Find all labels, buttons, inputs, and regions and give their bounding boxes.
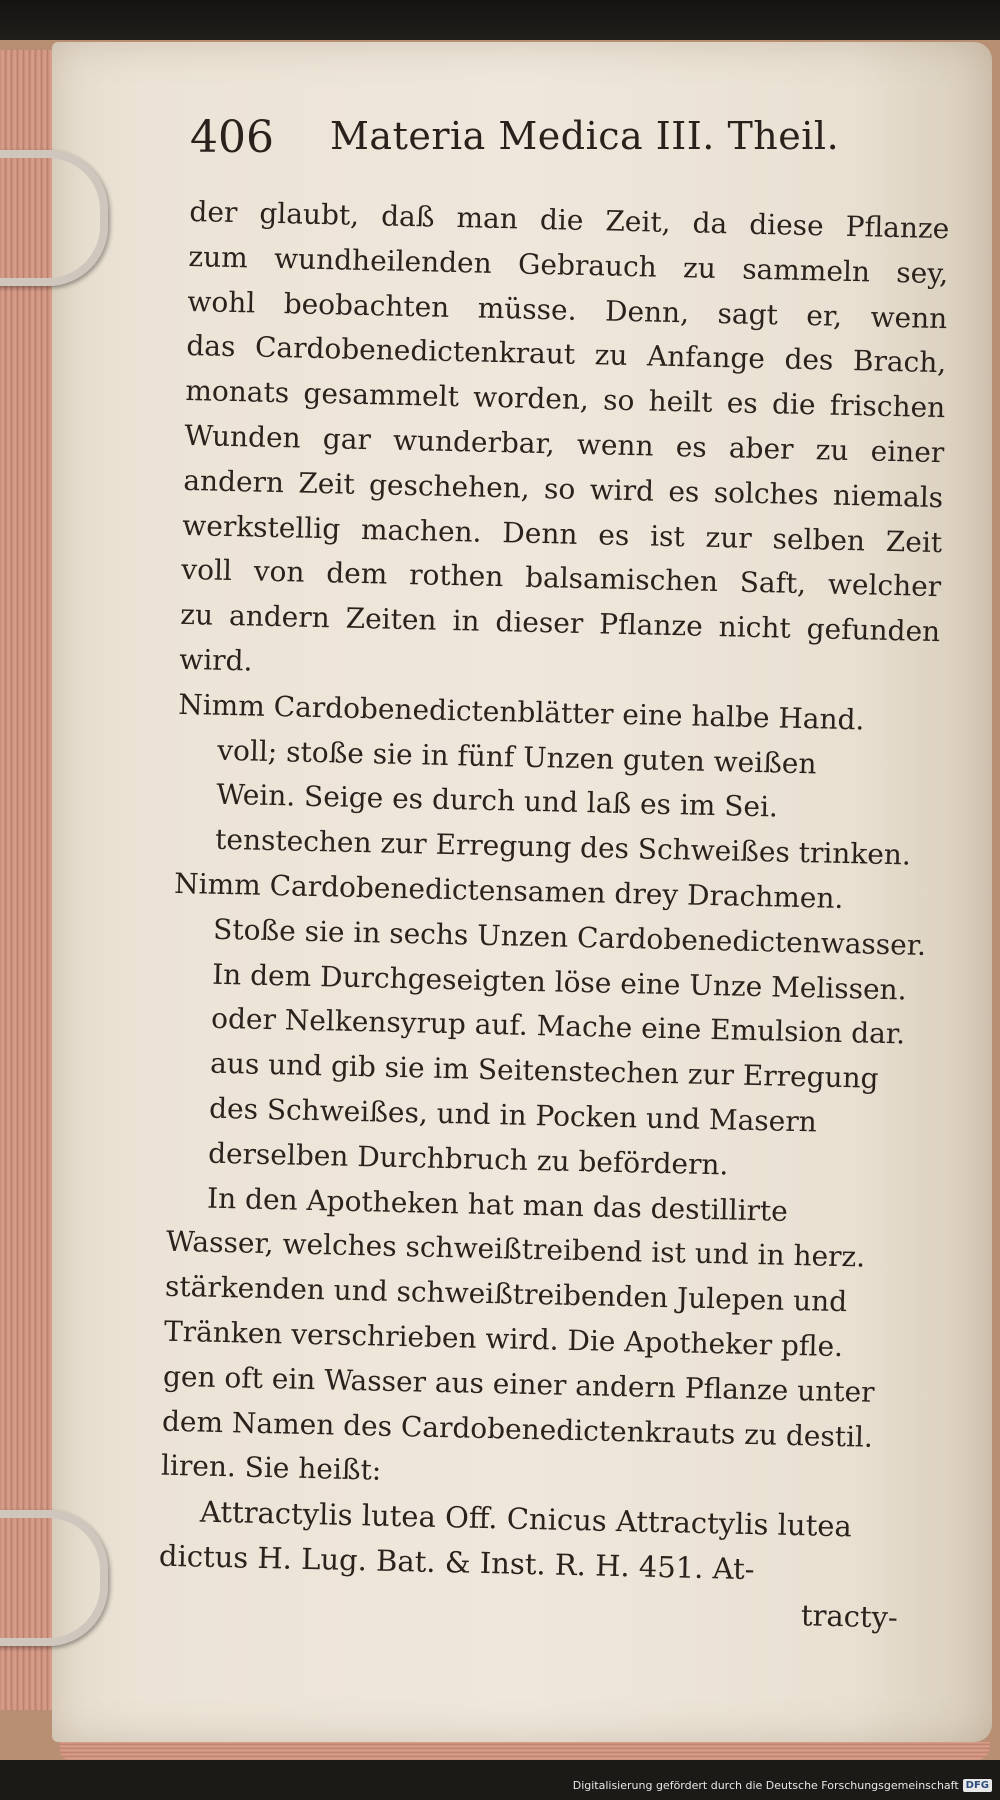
latin-line: Attractylis lutea Off. Cnicus Attractylis lutea [199, 1494, 853, 1544]
text-line: zum wundheilenden Gebrauch zu sammeln sey, [188, 239, 949, 291]
paper-clip-top [0, 150, 108, 286]
text-line: zu andern Zeiten in dieser Pflanze nicht gefunden [179, 598, 941, 649]
catchword: tracty- [800, 1597, 899, 1635]
text-line: dem Namen des Cardobenedictenkrauts zu destil. [161, 1404, 874, 1454]
text-line: gen oft ein Wasser aus einer andern Pflanze unter [162, 1359, 875, 1409]
recipe-line: Nimm Cardobenedictenblätter eine halbe Hand. [177, 687, 865, 737]
body-text [157, 190, 949, 1640]
latin-line: dictus H. Lug. Bat. & Inst. R. H. 451. At- [158, 1538, 755, 1587]
text-line: das Cardobenedictenkraut zu Anfange des Brach, [186, 329, 947, 380]
text-line: Tränken verschrieben wird. Die Apotheker pfle. [163, 1314, 844, 1364]
recipe-line: tenstechen zur Erregung des Schweißes trinken. [214, 822, 912, 872]
paper-clip-bottom [0, 1510, 108, 1646]
recipe-line: oder Nelkensyrup auf. Mache eine Emulsion dar. [210, 1002, 906, 1051]
text-line: stärkenden und schweißtreibenden Julepen und [164, 1269, 848, 1319]
recipe-line: des Schweißes, und in Pocken und Masern [208, 1091, 818, 1139]
recipe-line: Stoße sie in sechs Unzen Cardobenedictenwasser. [212, 912, 927, 962]
digitization-credit [573, 1779, 992, 1792]
recipe-line: Nimm Cardobenedictensamen drey Drachmen. [173, 866, 844, 915]
recipe-line: In dem Durchgeseigten löse eine Unze Melissen. [211, 957, 907, 1007]
text-line: monats gesammelt worden, so heilt es die frischen [185, 374, 946, 425]
recipe-line: derselben Durchbruch zu befördern. [207, 1136, 729, 1182]
running-head: Materia Medica III. Theil. [330, 114, 840, 158]
page-bottom-edge [60, 1742, 990, 1760]
text-line: voll von dem rothen balsamischen Saft, welcher [181, 553, 942, 604]
text-line: In den Apotheken hat man das destillirte [206, 1181, 789, 1228]
credit-text: Digitalisierung gefördert durch die Deutsche Forschungsgemeinschaft [572, 1779, 959, 1792]
dfg-logo: DFG [963, 1779, 992, 1792]
text-line: wohl beobachten müsse. Denn, sagt er, wenn [187, 284, 948, 335]
text-line: wird. [178, 642, 253, 678]
text-line: Wunden gar wunderbar, wenn es aber zu einer [184, 418, 945, 470]
page-header [190, 112, 890, 172]
text-line: liren. Sie heißt: [160, 1448, 382, 1487]
text-line: Wasser, welches schweißtreibend ist und in herz. [165, 1225, 866, 1274]
page-number: 406 [190, 112, 274, 163]
recipe-line: Wein. Seige es durch und laß es im Sei. [215, 778, 779, 824]
recipe-line: aus und gib sie im Seitenstechen zur Erregung [209, 1046, 879, 1095]
text-line: werkstellig machen. Denn es ist zur selben Zeit [182, 508, 943, 559]
text-line: der glaubt, daß man die Zeit, da diese Pflanze [189, 194, 950, 246]
text-line: andern Zeit geschehen, so wird es solches niemals [183, 463, 944, 514]
recipe-line: voll; stoße sie in fünf Unzen guten weißen [216, 733, 817, 780]
